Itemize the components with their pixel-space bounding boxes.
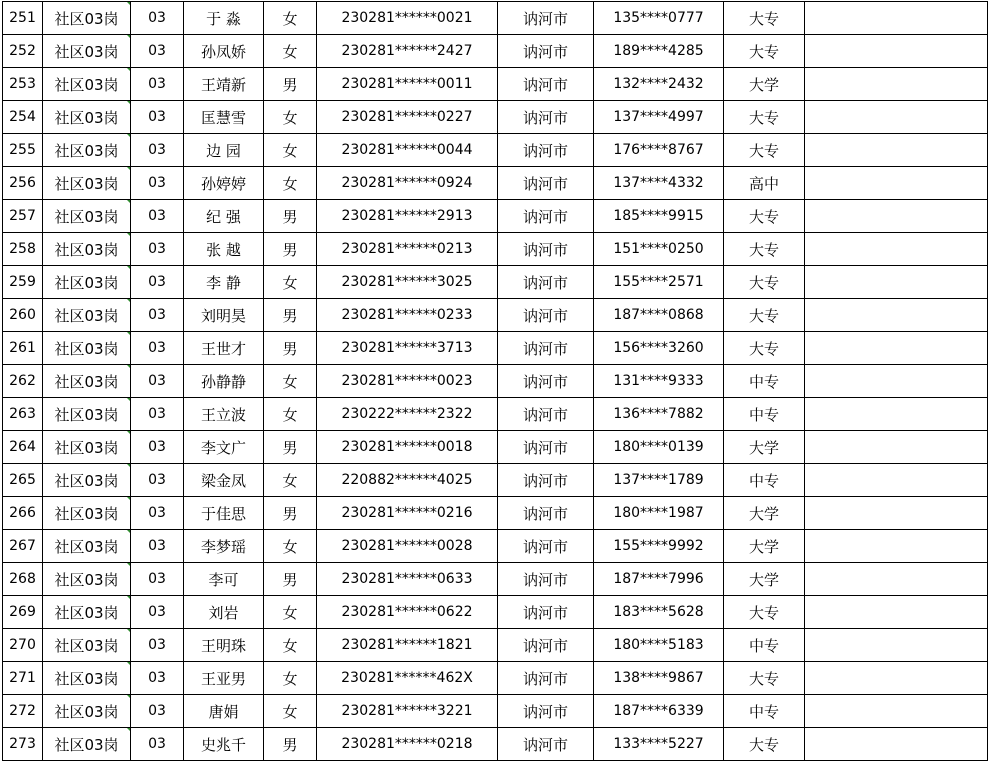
gender-cell[interactable]: 男 (264, 332, 317, 365)
table-row (3, 101, 988, 134)
extra-cell[interactable] (805, 68, 988, 101)
phone-cell[interactable]: 187****6339 (594, 695, 724, 728)
table-row (3, 530, 988, 563)
id-number-cell[interactable]: 230281******1821 (317, 629, 498, 662)
gender-cell[interactable]: 女 (264, 530, 317, 563)
applicant-name-cell[interactable]: 边 园 (184, 134, 264, 167)
extra-cell[interactable] (805, 431, 988, 464)
row-number-cell[interactable]: 260 (3, 299, 43, 332)
city-cell[interactable]: 讷河市 (498, 563, 594, 596)
id-number-cell[interactable]: 230281******0044 (317, 134, 498, 167)
education-cell[interactable]: 大专 (724, 266, 805, 299)
post-name-cell[interactable]: 社区03岗 (43, 266, 131, 299)
city-cell[interactable]: 讷河市 (498, 68, 594, 101)
extra-cell[interactable] (805, 167, 988, 200)
row-number-cell[interactable]: 265 (3, 464, 43, 497)
city-cell[interactable]: 讷河市 (498, 728, 594, 761)
gender-cell[interactable]: 男 (264, 728, 317, 761)
phone-cell[interactable]: 138****9867 (594, 662, 724, 695)
gender-cell[interactable]: 女 (264, 134, 317, 167)
post-code-cell[interactable]: 03 (131, 365, 184, 398)
id-number-cell[interactable]: 230281******0924 (317, 167, 498, 200)
post-code-cell[interactable]: 03 (131, 563, 184, 596)
education-cell[interactable]: 中专 (724, 695, 805, 728)
education-cell[interactable]: 大专 (724, 299, 805, 332)
extra-cell[interactable] (805, 266, 988, 299)
id-number-cell[interactable]: 230281******0021 (317, 2, 498, 35)
id-number-cell[interactable]: 230281******3025 (317, 266, 498, 299)
city-cell[interactable]: 讷河市 (498, 662, 594, 695)
row-number-cell[interactable]: 257 (3, 200, 43, 233)
post-name-cell[interactable]: 社区03岗 (43, 530, 131, 563)
applicant-name-cell[interactable]: 王立波 (184, 398, 264, 431)
row-number-cell[interactable]: 267 (3, 530, 43, 563)
phone-cell[interactable]: 180****0139 (594, 431, 724, 464)
post-name-cell[interactable]: 社区03岗 (43, 2, 131, 35)
extra-cell[interactable] (805, 662, 988, 695)
education-cell[interactable]: 大专 (724, 662, 805, 695)
applicant-name-cell[interactable]: 孙婷婷 (184, 167, 264, 200)
education-cell[interactable]: 大学 (724, 68, 805, 101)
phone-cell[interactable]: 151****0250 (594, 233, 724, 266)
post-name-cell[interactable]: 社区03岗 (43, 68, 131, 101)
gender-cell[interactable]: 女 (264, 365, 317, 398)
city-cell[interactable]: 讷河市 (498, 497, 594, 530)
phone-cell[interactable]: 137****1789 (594, 464, 724, 497)
id-number-cell[interactable]: 230281******0018 (317, 431, 498, 464)
table-row (3, 398, 988, 431)
post-name-cell[interactable]: 社区03岗 (43, 398, 131, 431)
row-number-cell[interactable]: 271 (3, 662, 43, 695)
id-number-cell[interactable]: 230281******3221 (317, 695, 498, 728)
extra-cell[interactable] (805, 101, 988, 134)
extra-cell[interactable] (805, 2, 988, 35)
education-cell[interactable]: 大专 (724, 134, 805, 167)
id-number-cell[interactable]: 230281******0233 (317, 299, 498, 332)
phone-cell[interactable]: 132****2432 (594, 68, 724, 101)
post-name-cell[interactable]: 社区03岗 (43, 365, 131, 398)
post-name-cell[interactable]: 社区03岗 (43, 728, 131, 761)
extra-cell[interactable] (805, 365, 988, 398)
id-number-cell[interactable]: 230281******0216 (317, 497, 498, 530)
table-row (3, 200, 988, 233)
education-cell[interactable]: 大专 (724, 728, 805, 761)
table-row (3, 629, 988, 662)
row-number-cell[interactable]: 261 (3, 332, 43, 365)
table-row (3, 68, 988, 101)
city-cell[interactable]: 讷河市 (498, 431, 594, 464)
extra-cell[interactable] (805, 497, 988, 530)
id-number-cell[interactable]: 230281******2913 (317, 200, 498, 233)
post-code-cell[interactable]: 03 (131, 134, 184, 167)
gender-cell[interactable]: 女 (264, 695, 317, 728)
post-code-cell[interactable]: 03 (131, 266, 184, 299)
row-number-cell[interactable]: 266 (3, 497, 43, 530)
id-number-cell[interactable]: 230281******0028 (317, 530, 498, 563)
id-number-cell[interactable]: 230281******462X (317, 662, 498, 695)
row-number-cell[interactable]: 269 (3, 596, 43, 629)
applicant-name-cell[interactable]: 王亚男 (184, 662, 264, 695)
city-cell[interactable]: 讷河市 (498, 530, 594, 563)
extra-cell[interactable] (805, 299, 988, 332)
applicant-name-cell[interactable]: 梁金凤 (184, 464, 264, 497)
applicant-name-cell[interactable]: 张 越 (184, 233, 264, 266)
applicant-name-cell[interactable]: 刘岩 (184, 596, 264, 629)
row-number-cell[interactable]: 263 (3, 398, 43, 431)
applicant-name-cell[interactable]: 于佳思 (184, 497, 264, 530)
post-code-cell[interactable]: 03 (131, 233, 184, 266)
phone-cell[interactable]: 180****1987 (594, 497, 724, 530)
extra-cell[interactable] (805, 629, 988, 662)
gender-cell[interactable]: 男 (264, 299, 317, 332)
gender-cell[interactable]: 男 (264, 431, 317, 464)
id-number-cell[interactable]: 230281******0011 (317, 68, 498, 101)
post-name-cell[interactable]: 社区03岗 (43, 299, 131, 332)
post-code-cell[interactable]: 03 (131, 662, 184, 695)
education-cell[interactable]: 大专 (724, 35, 805, 68)
applicant-table (2, 1, 988, 761)
gender-cell[interactable]: 女 (264, 266, 317, 299)
applicant-name-cell[interactable]: 匡慧雪 (184, 101, 264, 134)
row-number-cell[interactable]: 259 (3, 266, 43, 299)
city-cell[interactable]: 讷河市 (498, 629, 594, 662)
city-cell[interactable]: 讷河市 (498, 299, 594, 332)
phone-cell[interactable]: 155****2571 (594, 266, 724, 299)
phone-cell[interactable]: 183****5628 (594, 596, 724, 629)
table-row (3, 431, 988, 464)
post-name-cell[interactable]: 社区03岗 (43, 332, 131, 365)
id-number-cell[interactable]: 230281******3713 (317, 332, 498, 365)
gender-cell[interactable]: 男 (264, 563, 317, 596)
table-row (3, 695, 988, 728)
gender-cell[interactable]: 男 (264, 497, 317, 530)
education-cell[interactable]: 大专 (724, 2, 805, 35)
post-code-cell[interactable]: 03 (131, 398, 184, 431)
extra-cell[interactable] (805, 596, 988, 629)
table-row (3, 464, 988, 497)
city-cell[interactable]: 讷河市 (498, 233, 594, 266)
table-row (3, 299, 988, 332)
city-cell[interactable]: 讷河市 (498, 398, 594, 431)
education-cell[interactable]: 大学 (724, 431, 805, 464)
city-cell[interactable]: 讷河市 (498, 596, 594, 629)
phone-cell[interactable]: 189****4285 (594, 35, 724, 68)
row-number-cell[interactable]: 262 (3, 365, 43, 398)
education-cell[interactable]: 大专 (724, 101, 805, 134)
applicant-name-cell[interactable]: 于 淼 (184, 2, 264, 35)
extra-cell[interactable] (805, 728, 988, 761)
extra-cell[interactable] (805, 398, 988, 431)
post-code-cell[interactable]: 03 (131, 2, 184, 35)
extra-cell[interactable] (805, 464, 988, 497)
table-row (3, 2, 988, 35)
post-name-cell[interactable]: 社区03岗 (43, 167, 131, 200)
applicant-name-cell[interactable]: 史兆千 (184, 728, 264, 761)
city-cell[interactable]: 讷河市 (498, 134, 594, 167)
gender-cell[interactable]: 女 (264, 2, 317, 35)
table-row (3, 233, 988, 266)
post-name-cell[interactable]: 社区03岗 (43, 35, 131, 68)
applicant-name-cell[interactable]: 唐娟 (184, 695, 264, 728)
post-code-cell[interactable]: 03 (131, 728, 184, 761)
table-row (3, 35, 988, 68)
post-code-cell[interactable]: 03 (131, 299, 184, 332)
extra-cell[interactable] (805, 332, 988, 365)
post-name-cell[interactable]: 社区03岗 (43, 200, 131, 233)
education-cell[interactable]: 中专 (724, 629, 805, 662)
gender-cell[interactable]: 男 (264, 200, 317, 233)
extra-cell[interactable] (805, 35, 988, 68)
table-row (3, 596, 988, 629)
post-name-cell[interactable]: 社区03岗 (43, 629, 131, 662)
id-number-cell[interactable]: 230281******0023 (317, 365, 498, 398)
post-name-cell[interactable]: 社区03岗 (43, 695, 131, 728)
table-body (3, 2, 988, 761)
row-number-cell[interactable]: 273 (3, 728, 43, 761)
table-row (3, 134, 988, 167)
phone-cell[interactable]: 133****5227 (594, 728, 724, 761)
gender-cell[interactable]: 女 (264, 596, 317, 629)
city-cell[interactable]: 讷河市 (498, 695, 594, 728)
phone-cell[interactable]: 135****0777 (594, 2, 724, 35)
id-number-cell[interactable]: 230222******2322 (317, 398, 498, 431)
city-cell[interactable]: 讷河市 (498, 332, 594, 365)
row-number-cell[interactable]: 268 (3, 563, 43, 596)
phone-cell[interactable]: 156****3260 (594, 332, 724, 365)
post-code-cell[interactable]: 03 (131, 431, 184, 464)
gender-cell[interactable]: 女 (264, 101, 317, 134)
row-number-cell[interactable]: 270 (3, 629, 43, 662)
education-cell[interactable]: 大学 (724, 497, 805, 530)
id-number-cell[interactable]: 230281******0622 (317, 596, 498, 629)
post-name-cell[interactable]: 社区03岗 (43, 431, 131, 464)
education-cell[interactable]: 大专 (724, 596, 805, 629)
id-number-cell[interactable]: 230281******0633 (317, 563, 498, 596)
phone-cell[interactable]: 180****5183 (594, 629, 724, 662)
applicant-name-cell[interactable]: 纪 强 (184, 200, 264, 233)
post-code-cell[interactable]: 03 (131, 167, 184, 200)
id-number-cell[interactable]: 230281******0213 (317, 233, 498, 266)
applicant-name-cell[interactable]: 李文广 (184, 431, 264, 464)
id-number-cell[interactable]: 230281******2427 (317, 35, 498, 68)
gender-cell[interactable]: 男 (264, 68, 317, 101)
post-name-cell[interactable]: 社区03岗 (43, 563, 131, 596)
row-number-cell[interactable]: 251 (3, 2, 43, 35)
post-code-cell[interactable]: 03 (131, 200, 184, 233)
education-cell[interactable]: 中专 (724, 464, 805, 497)
row-number-cell[interactable]: 256 (3, 167, 43, 200)
post-name-cell[interactable]: 社区03岗 (43, 596, 131, 629)
row-number-cell[interactable]: 255 (3, 134, 43, 167)
city-cell[interactable]: 讷河市 (498, 200, 594, 233)
table-row (3, 266, 988, 299)
id-number-cell[interactable]: 230281******0227 (317, 101, 498, 134)
row-number-cell[interactable]: 258 (3, 233, 43, 266)
post-code-cell[interactable]: 03 (131, 332, 184, 365)
post-code-cell[interactable]: 03 (131, 596, 184, 629)
gender-cell[interactable]: 女 (264, 167, 317, 200)
applicant-name-cell[interactable]: 李可 (184, 563, 264, 596)
row-number-cell[interactable]: 264 (3, 431, 43, 464)
table-row (3, 497, 988, 530)
post-name-cell[interactable]: 社区03岗 (43, 662, 131, 695)
phone-cell[interactable]: 185****9915 (594, 200, 724, 233)
education-cell[interactable]: 中专 (724, 365, 805, 398)
extra-cell[interactable] (805, 695, 988, 728)
post-code-cell[interactable]: 03 (131, 497, 184, 530)
gender-cell[interactable]: 女 (264, 398, 317, 431)
extra-cell[interactable] (805, 563, 988, 596)
gender-cell[interactable]: 女 (264, 35, 317, 68)
post-code-cell[interactable]: 03 (131, 530, 184, 563)
phone-cell[interactable]: 137****4332 (594, 167, 724, 200)
phone-cell[interactable]: 155****9992 (594, 530, 724, 563)
applicant-name-cell[interactable]: 刘明昊 (184, 299, 264, 332)
education-cell[interactable]: 中专 (724, 398, 805, 431)
post-name-cell[interactable]: 社区03岗 (43, 101, 131, 134)
city-cell[interactable]: 讷河市 (498, 101, 594, 134)
education-cell[interactable]: 大学 (724, 530, 805, 563)
post-code-cell[interactable]: 03 (131, 464, 184, 497)
education-cell[interactable]: 高中 (724, 167, 805, 200)
city-cell[interactable]: 讷河市 (498, 266, 594, 299)
gender-cell[interactable]: 女 (264, 662, 317, 695)
id-number-cell[interactable]: 230281******0218 (317, 728, 498, 761)
row-number-cell[interactable]: 252 (3, 35, 43, 68)
applicant-name-cell[interactable]: 李梦瑶 (184, 530, 264, 563)
applicant-name-cell[interactable]: 孙静静 (184, 365, 264, 398)
gender-cell[interactable]: 女 (264, 629, 317, 662)
post-name-cell[interactable]: 社区03岗 (43, 233, 131, 266)
post-code-cell[interactable]: 03 (131, 101, 184, 134)
phone-cell[interactable]: 137****4997 (594, 101, 724, 134)
table-row (3, 662, 988, 695)
applicant-name-cell[interactable]: 王明珠 (184, 629, 264, 662)
post-name-cell[interactable]: 社区03岗 (43, 497, 131, 530)
id-number-cell[interactable]: 220882******4025 (317, 464, 498, 497)
post-name-cell[interactable]: 社区03岗 (43, 464, 131, 497)
phone-cell[interactable]: 187****7996 (594, 563, 724, 596)
education-cell[interactable]: 大专 (724, 200, 805, 233)
gender-cell[interactable]: 女 (264, 464, 317, 497)
phone-cell[interactable]: 176****8767 (594, 134, 724, 167)
education-cell[interactable]: 大专 (724, 332, 805, 365)
education-cell[interactable]: 大学 (724, 563, 805, 596)
row-number-cell[interactable]: 254 (3, 101, 43, 134)
phone-cell[interactable]: 131****9333 (594, 365, 724, 398)
post-name-cell[interactable]: 社区03岗 (43, 134, 131, 167)
extra-cell[interactable] (805, 134, 988, 167)
row-number-cell[interactable]: 253 (3, 68, 43, 101)
table-row (3, 728, 988, 761)
city-cell[interactable]: 讷河市 (498, 2, 594, 35)
applicant-name-cell[interactable]: 王世才 (184, 332, 264, 365)
table-row (3, 167, 988, 200)
city-cell[interactable]: 讷河市 (498, 365, 594, 398)
education-cell[interactable]: 大专 (724, 233, 805, 266)
table-row (3, 563, 988, 596)
gender-cell[interactable]: 男 (264, 233, 317, 266)
post-code-cell[interactable]: 03 (131, 68, 184, 101)
city-cell[interactable]: 讷河市 (498, 464, 594, 497)
post-code-cell[interactable]: 03 (131, 695, 184, 728)
row-number-cell[interactable]: 272 (3, 695, 43, 728)
extra-cell[interactable] (805, 200, 988, 233)
applicant-name-cell[interactable]: 李 静 (184, 266, 264, 299)
applicant-name-cell[interactable]: 孙凤娇 (184, 35, 264, 68)
extra-cell[interactable] (805, 233, 988, 266)
table-row (3, 332, 988, 365)
city-cell[interactable]: 讷河市 (498, 167, 594, 200)
extra-cell[interactable] (805, 530, 988, 563)
applicant-name-cell[interactable]: 王靖新 (184, 68, 264, 101)
phone-cell[interactable]: 136****7882 (594, 398, 724, 431)
city-cell[interactable]: 讷河市 (498, 35, 594, 68)
post-code-cell[interactable]: 03 (131, 35, 184, 68)
table-row (3, 365, 988, 398)
post-code-cell[interactable]: 03 (131, 629, 184, 662)
phone-cell[interactable]: 187****0868 (594, 299, 724, 332)
